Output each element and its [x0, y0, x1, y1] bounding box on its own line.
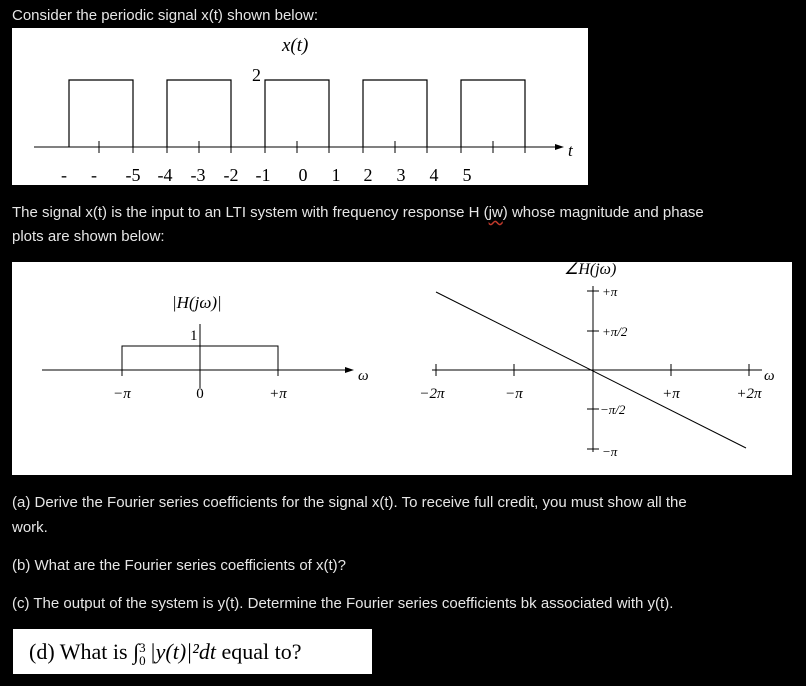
phase-plot: [419, 262, 774, 459]
pulse: [363, 80, 427, 147]
description-part-1: The signal x(t) is the input to an LTI system with frequency response H (: [12, 204, 489, 221]
phase-x-tick-label: −π: [505, 386, 523, 402]
tick-label: -1: [255, 165, 271, 185]
tick-label: 0: [298, 165, 308, 185]
signal-plot-svg: [12, 28, 588, 185]
integral-sign: ∫: [133, 639, 140, 664]
pulse: [69, 80, 133, 147]
question-a-line-1: (a) Derive the Fourier series coefficients for the signal x(t). To receive full credit, you must show all the: [12, 494, 687, 511]
signal-plot: [12, 28, 588, 185]
tick-label: 2: [363, 165, 373, 185]
magnitude-tick-label: +π: [269, 386, 287, 402]
tick-label: -2: [223, 165, 239, 185]
magnitude-tick-label: −π: [113, 386, 131, 402]
tick-label: 1: [331, 165, 341, 185]
ellipsis-left: -: [61, 165, 67, 185]
amplitude-label: 2: [252, 65, 261, 85]
question-c: (c) The output of the system is y(t). Determine the Fourier series coefficients bk associated with y(t).: [12, 595, 674, 612]
description-part-2: ) whose magnitude and phase: [502, 204, 704, 221]
question-d: [13, 629, 372, 674]
tick-label: 4: [429, 165, 439, 185]
integral-expression: |y(t)|²dt: [149, 639, 216, 664]
description-line-2: plots are shown below:: [12, 228, 165, 245]
phase-axis-label: ω: [764, 368, 775, 384]
tick-label: 5: [462, 165, 472, 185]
frequency-response-panel: [12, 262, 792, 475]
signal-plot-title: x(t): [282, 35, 309, 56]
tick-label: -5: [125, 165, 141, 185]
integral-upper-limit: 3: [139, 639, 146, 655]
magnitude-level-label: 1: [190, 328, 198, 344]
question-a-line-2: work.: [12, 519, 48, 536]
description-squiggle: jw: [488, 204, 503, 221]
phase-y-tick-label: −π/2: [600, 402, 626, 417]
magnitude-axis-label: ω: [358, 368, 369, 384]
tick-label: 3: [396, 165, 406, 185]
phase-y-tick-label: +π/2: [602, 324, 628, 339]
pulse: [265, 80, 329, 147]
ellipsis-left: -: [91, 165, 97, 185]
magnitude-title: |H(jω)|: [172, 293, 222, 312]
tick-label: -4: [157, 165, 173, 185]
tick-label: -3: [190, 165, 206, 185]
time-axis-arrow: [555, 144, 564, 150]
description-line-1: [12, 201, 704, 225]
phase-y-tick-label: +π: [602, 284, 618, 299]
phase-x-tick-label: −2π: [419, 386, 445, 402]
phase-title: ∠H(jω): [564, 262, 617, 278]
pulse: [461, 80, 525, 147]
frequency-response-svg: [12, 262, 792, 475]
magnitude-axis-arrow: [345, 367, 354, 373]
time-axis-label: t: [568, 141, 573, 160]
pulse: [167, 80, 231, 147]
question-d-prefix: (d) What is: [29, 639, 134, 664]
phase-x-tick-label: +2π: [736, 386, 762, 402]
magnitude-tick-label: 0: [196, 386, 204, 402]
phase-x-tick-label: +π: [662, 386, 680, 402]
pulse-train: [69, 80, 525, 147]
phase-y-tick-label: −π: [602, 444, 618, 459]
magnitude-plot: [42, 293, 369, 402]
question-b: (b) What are the Fourier series coefficients of x(t)?: [12, 557, 347, 574]
question-d-suffix: equal to?: [215, 639, 302, 664]
intro-text: Consider the periodic signal x(t) shown below:: [12, 7, 318, 24]
integral-lower-limit: 0: [139, 652, 146, 668]
